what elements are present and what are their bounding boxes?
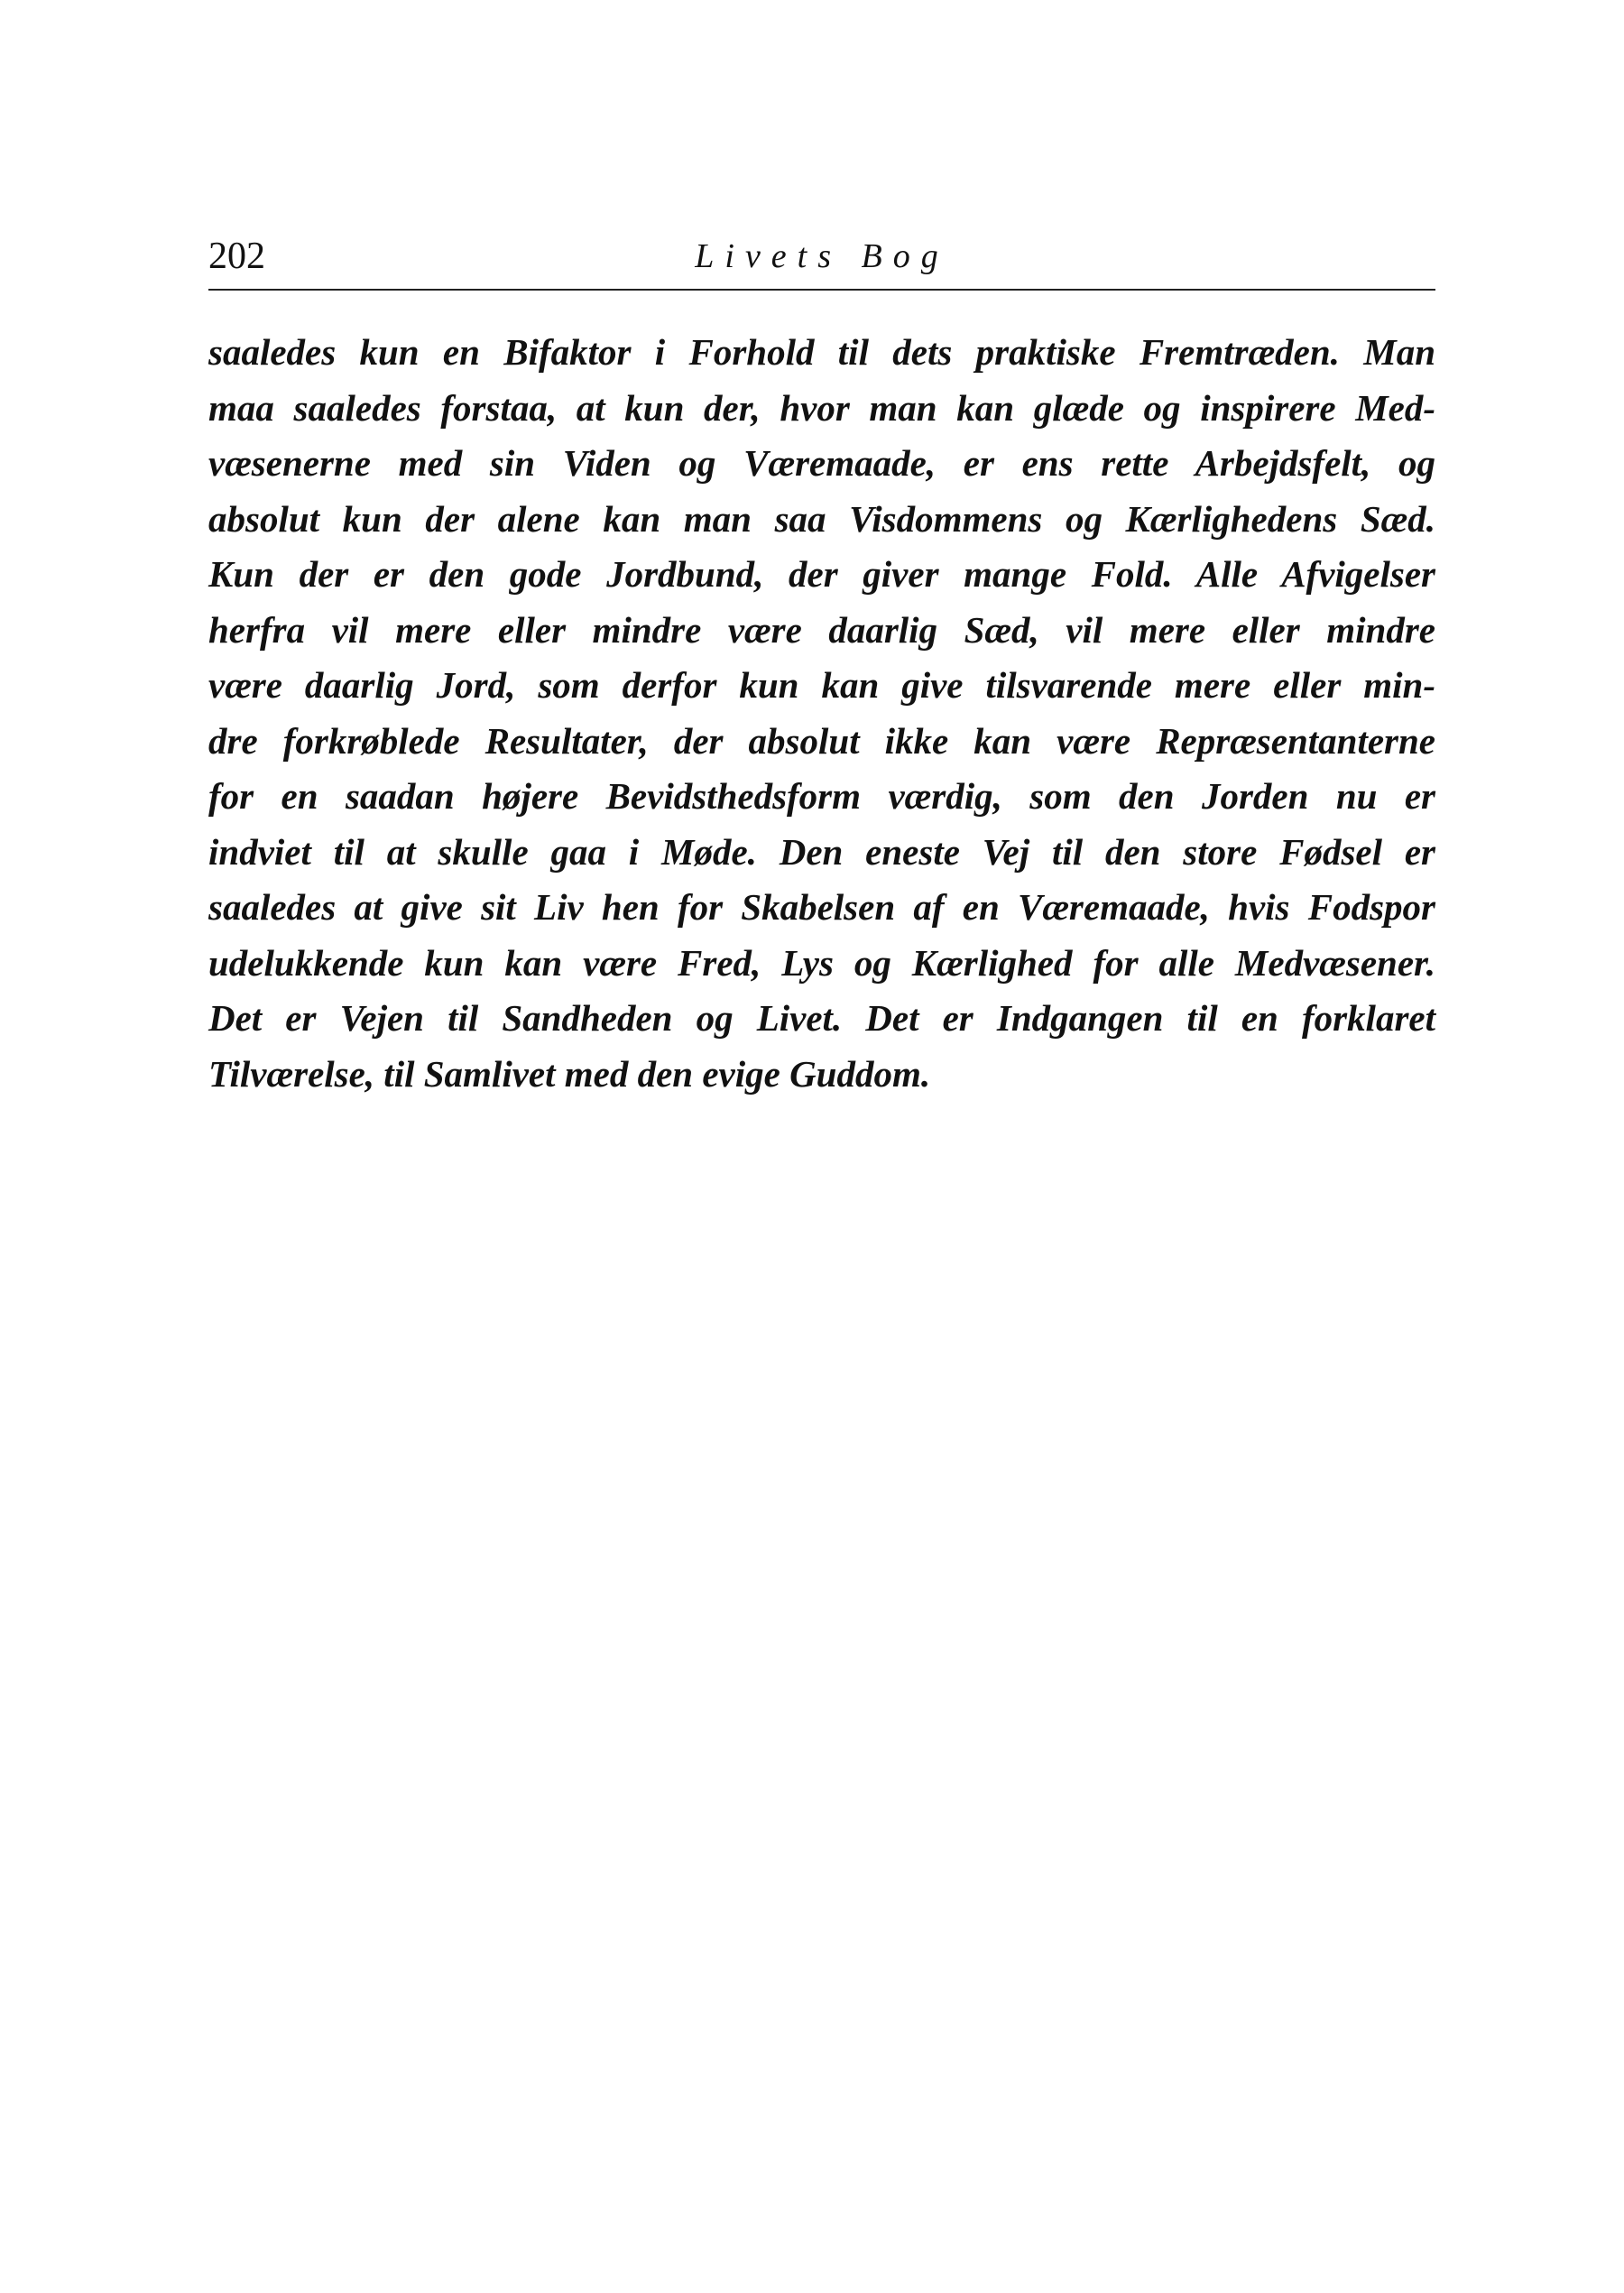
text-line: saaledes kun en Bifaktor i Forhold til dets praktiske Fremtræden. Man	[208, 331, 1435, 373]
text-line: Kun der er den gode Jordbund, der giver mange Fold. Alle Afvigelser	[208, 553, 1435, 595]
text-line: absolut kun der alene kan man saa Visdommens og Kærlighedens Sæd.	[208, 497, 1435, 540]
text-line: udelukkende kun kan være Fred, Lys og Kærlighed for alle Medvæsener.	[208, 941, 1435, 984]
text-line: være daarlig Jord, som derfor kun kan give tilsvarende mere eller min-	[208, 664, 1435, 706]
running-title: Livets Bog	[695, 237, 949, 275]
text-line: indviet til at skulle gaa i Møde. Den eneste Vej til den store Fødsel er	[208, 830, 1435, 873]
body-text	[208, 325, 1435, 1102]
text-line: for en saadan højere Bevidsthedsform værdig, som den Jorden nu er	[208, 775, 1435, 817]
running-head	[208, 227, 1435, 285]
text-line: Tilværelse, til Samlivet med den evige Guddom.	[208, 1052, 931, 1095]
header-rule	[208, 289, 1435, 291]
text-line: Det er Vejen til Sandheden og Livet. Det er Indgangen til en forklaret	[208, 997, 1435, 1039]
text-line: dre forkrøblede Resultater, der absolut ikke kan være Repræsentanterne	[208, 719, 1435, 762]
text-line: saaledes at give sit Liv hen for Skabelsen af en Væremaade, hvis Fodspor	[208, 886, 1435, 928]
page-number: 202	[208, 236, 265, 277]
text-line: væsenerne med sin Viden og Væremaade, er ens rette Arbejdsfelt, og	[208, 442, 1435, 484]
text-line: herfra vil mere eller mindre være daarlig Sæd, vil mere eller mindre	[208, 608, 1435, 651]
text-line: maa saaledes forstaa, at kun der, hvor man kan glæde og inspirere Med-	[208, 386, 1435, 429]
